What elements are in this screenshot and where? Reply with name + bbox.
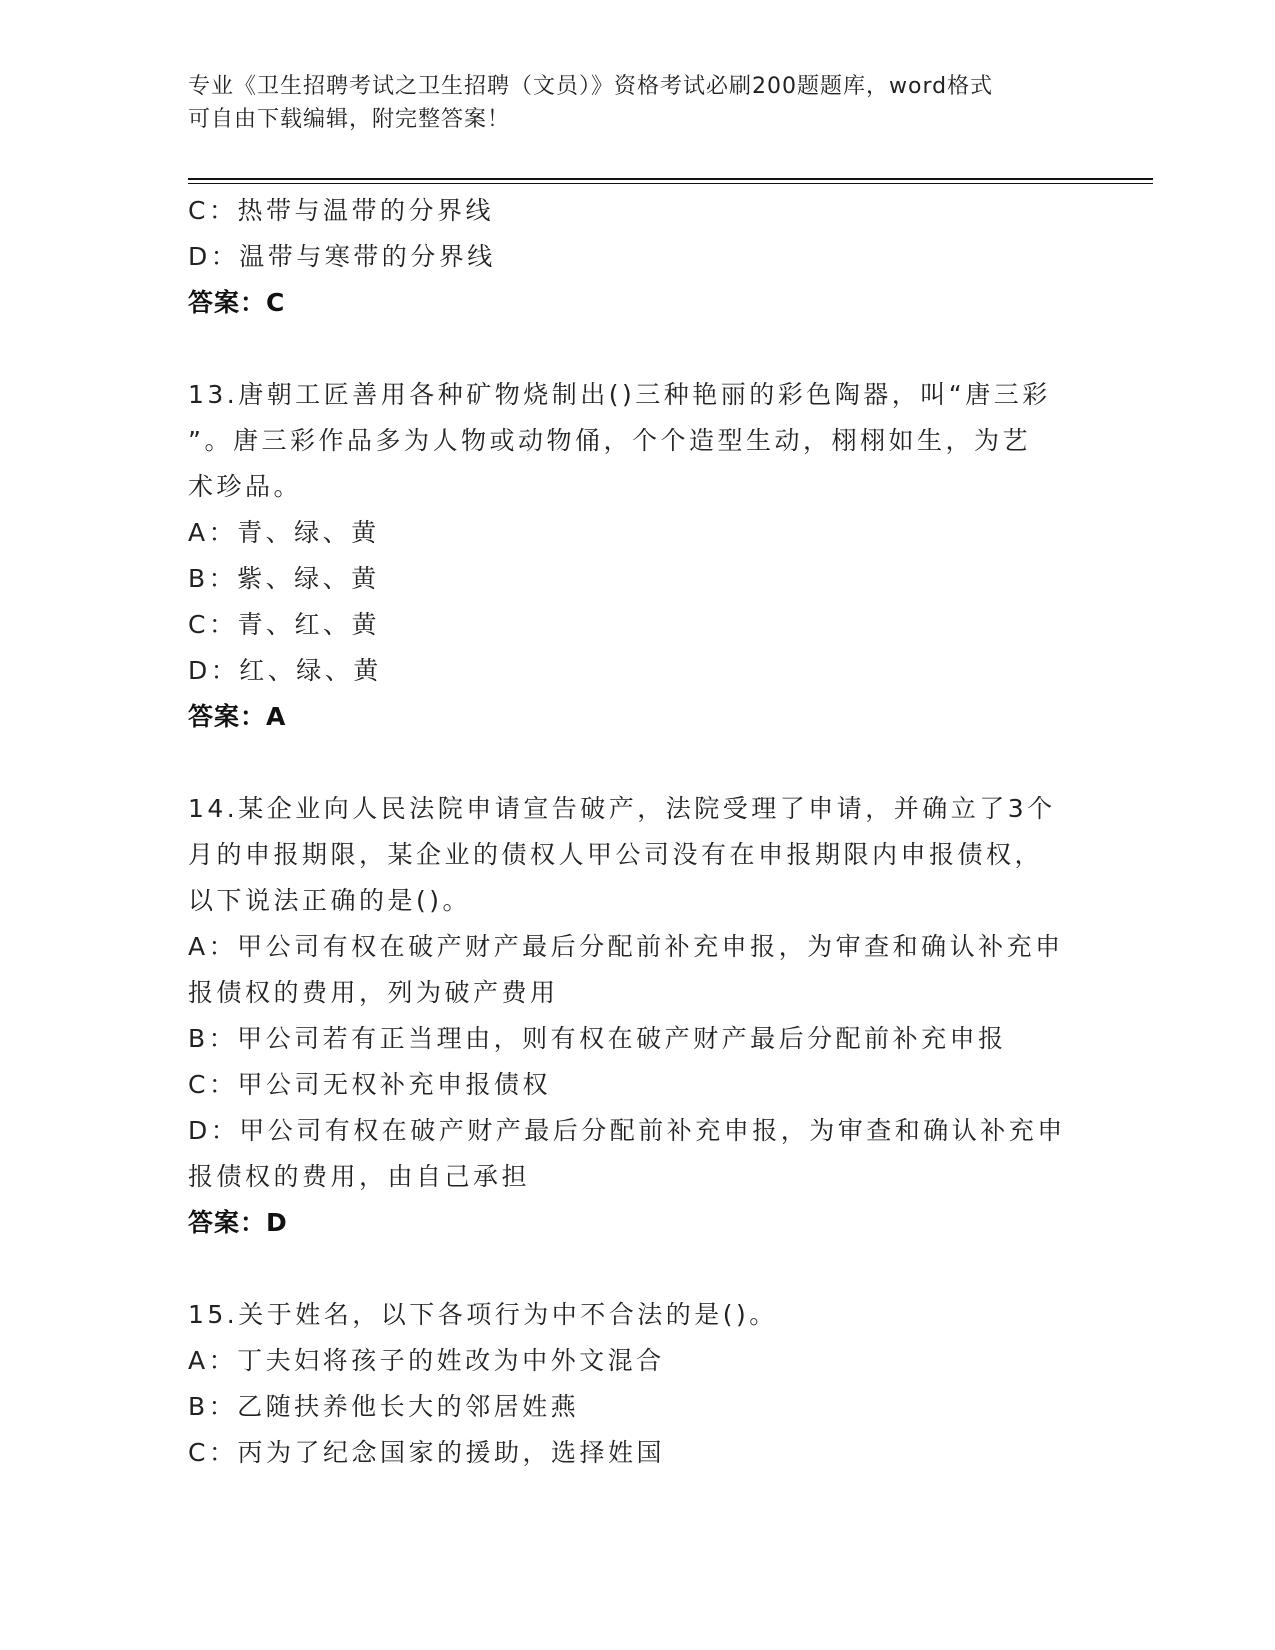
question-stem-line: 月的申报期限，某企业的债权人甲公司没有在申报期限内申报债权， [188, 840, 1044, 869]
option-a-continued: 报债权的费用，列为破产费用 [188, 978, 559, 1007]
header-rule-thin [188, 183, 1153, 184]
option-c: C：甲公司无权补充申报债权 [188, 1070, 551, 1099]
option-a: A：丁夫妇将孩子的姓改为中外文混合 [188, 1346, 665, 1375]
spacer [188, 326, 1088, 372]
option-c: C：热带与温带的分界线 [188, 196, 494, 225]
question-12-continued [188, 188, 1088, 326]
option-d: D：红、绿、黄 [188, 656, 382, 685]
option-b: B：甲公司若有正当理由，则有权在破产财产最后分配前补充申报 [188, 1024, 1007, 1053]
spacer [188, 1246, 1088, 1292]
option-c: C：青、红、黄 [188, 610, 380, 639]
option-c: C：丙为了纪念国家的援助，选择姓国 [188, 1438, 665, 1467]
header-rule-thick [188, 178, 1153, 180]
question-15 [188, 1292, 1088, 1476]
answer-label: 答案：D [188, 1208, 288, 1237]
question-stem-line: 以下说法正确的是()。 [188, 886, 472, 915]
answer-label: 答案：C [188, 288, 286, 317]
answer-label: 答案：A [188, 702, 287, 731]
option-d: D：温带与寒带的分界线 [188, 242, 496, 271]
option-b: B：紫、绿、黄 [188, 564, 380, 593]
question-13 [188, 372, 1088, 740]
document-header [188, 70, 1088, 136]
option-b: B：乙随扶养他长大的邻居姓燕 [188, 1392, 580, 1421]
option-d: D：甲公司有权在破产财产最后分配前补充申报，为审查和确认补充申 [188, 1116, 1066, 1145]
question-stem-line: 15.关于姓名，以下各项行为中不合法的是()。 [188, 1300, 778, 1329]
option-a: A：青、绿、黄 [188, 518, 380, 547]
question-stem-line: 14.某企业向人民法院申请宣告破产，法院受理了申请，并确立了3个 [188, 794, 1056, 823]
question-stem-line: ”。唐三彩作品多为人物或动物俑，个个造型生动，栩栩如生，为艺 [188, 426, 1031, 455]
question-stem-line: 术珍品。 [188, 472, 303, 501]
question-14 [188, 786, 1088, 1246]
question-list [188, 188, 1088, 1476]
option-d-continued: 报债权的费用，由自己承担 [188, 1162, 531, 1191]
option-a: A：甲公司有权在破产财产最后分配前补充申报，为审查和确认补充申 [188, 932, 1064, 961]
header-line-2: 可自由下载编辑，附完整答案！ [188, 107, 511, 132]
spacer [188, 740, 1088, 786]
question-stem-line: 13.唐朝工匠善用各种矿物烧制出()三种艳丽的彩色陶器，叫“唐三彩 [188, 380, 1051, 409]
header-line-1: 专业《卫生招聘考试之卫生招聘（文员）》资格考试必刷200题题库，word格式 [188, 74, 994, 99]
